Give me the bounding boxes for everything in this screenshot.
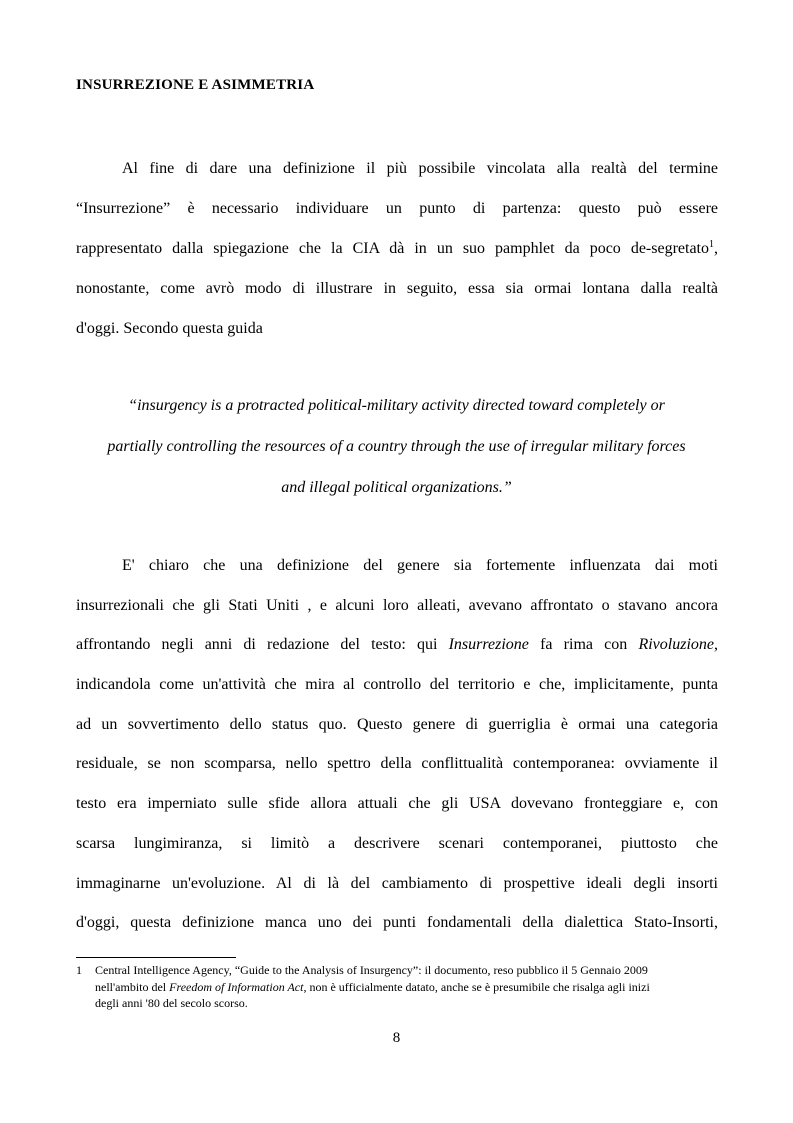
footnote [76,962,736,1012]
paragraph-line: testo era imperniato sulle sfide allora attuali che gli USA dovevano fronteggiare e, con [76,795,718,812]
footnote-reference[interactable]: 1 [709,239,714,250]
quote-line: and illegal political organizations.” [281,479,512,496]
paragraph-line: indicandola come un'attività che mira al controllo del territorio e che, implicitamente, punta [76,676,718,693]
italic-term: Rivoluzione [638,636,714,653]
paragraph-line: d'oggi. Secondo questa guida [76,320,263,337]
footnote-divider [76,957,236,958]
paragraph-line: d'oggi, questa definizione manca uno dei punti fondamentali della dialettica Stato-Insorti, [76,914,718,931]
paragraph-line: nonostante, come avrò modo di illustrare in seguito, essa sia ormai lontana dalla realtà [76,280,718,297]
footnote-number: 1 [76,963,82,977]
quote-line: “insurgency is a protracted political-military activity directed toward completely or [128,397,665,414]
paragraph-line: E' chiaro che una definizione del genere sia fortemente influenzata dai moti [122,557,718,574]
page-number: 8 [392,1030,401,1046]
paragraph-line: immaginarne un'evoluzione. Al di là del cambiamento di prospettive ideali degli insorti [76,875,718,892]
italic-term: Insurrezione [448,636,529,653]
paragraph-line: ad un sovvertimento dello status quo. Questo genere di guerriglia è ormai una categoria [76,716,718,733]
italic-act-title: Freedom of Information Act [169,979,304,994]
paragraph-line: insurrezionali che gli Stati Uniti , e alcuni loro alleati, avevano affrontato o stavano ancora [76,597,718,614]
footnote-text: Central Intelligence Agency, “Guide to the Analysis of Insurgency”: il documento, reso pubblico il 5 Gennaio 2009 nell'ambito del Freedom of Information Act, non è ufficialmente datato, anche se è presumibile che risalga agli inizi degli anni '80 del secolo scorso. [95,963,650,1010]
paragraph-line: residuale, se non scomparsa, nello spettro della conflittualità contemporanea: ovviamente il [76,755,718,772]
paragraph-line: affrontando negli anni di redazione del testo: qui Insurrezione fa rima con Rivoluzione, [76,636,718,653]
quote-line: partially controlling the resources of a country through the use of irregular military forces [107,438,686,455]
paragraph-line: rappresentato dalla spiegazione che la CIA dà in un suo pamphlet da poco de-segretato$^1$, [76,239,718,257]
section-heading: INSURREZIONE E ASIMMETRIA [76,77,315,93]
paragraph-line: “Insurrezione” è necessario individuare un punto di partenza: questo può essere [76,200,718,217]
paragraph-line: scarsa lungimiranza, si limitò a descrivere scenari contemporanei, piuttosto che [76,835,718,852]
paragraph-line: Al fine di dare una definizione il più possibile vincolata alla realtà del termine [122,160,718,177]
